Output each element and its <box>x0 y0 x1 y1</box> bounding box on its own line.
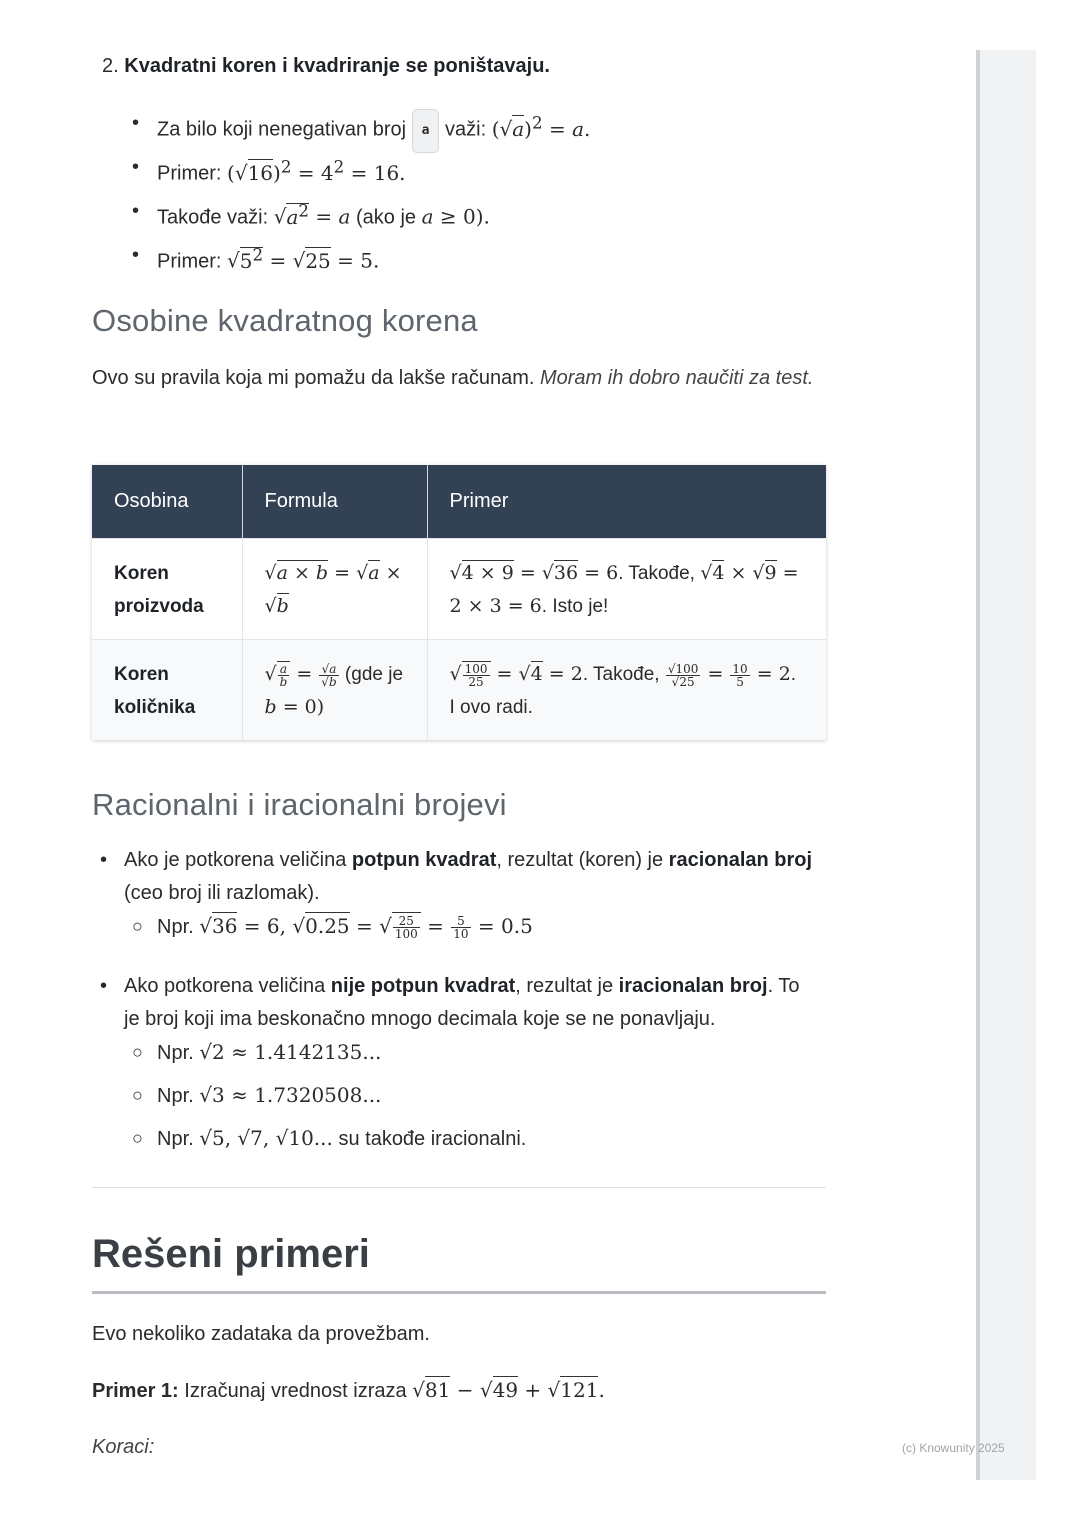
formula: $√a^2 = a$ <box>273 201 351 229</box>
example-1: Primer 1: Izračunaj vrednost izraza √81 − √49 + √121. <box>92 1378 605 1402</box>
list-item: • Takođe važi: $√a^2 = a$ (ako je a ≥ 0). <box>132 194 590 238</box>
example-cell: √4 × 9 = √36 = 6. Takođe, √4 × √9 = 2 × 3 = 6. Isto je! <box>427 539 826 640</box>
formula-cell: √ $\frac{a}{b}$ = $\frac{√a}{√b}$ (gde je b = 0) <box>242 640 427 741</box>
section-heading-rational: Racionalni i iracionalni brojevi <box>92 787 507 822</box>
example-label: Primer 1: <box>92 1380 179 1402</box>
table-row <box>92 539 826 640</box>
heading-underline <box>92 1291 826 1294</box>
list-item: • Za bilo koji nenegativan broj a važi: $(√a)^2 = a$. <box>132 106 590 150</box>
list-item: • Ako potkorena veličina nije potpun kvadrat, rezultat je iracionalan broj. To je broj koji ima beskonačno mnogo decimala koje se ne ponavljaju. <box>100 975 800 1030</box>
column-header: Formula <box>242 465 427 539</box>
sub-list-item: ○ Npr. √3 ≈ 1.7320508... <box>132 1083 382 1107</box>
formula: $(√16)^2 = 4^2 = 16$. <box>227 157 406 185</box>
copyright-footer: (c) Knowunity 2025 <box>902 1441 1005 1455</box>
code-chip: a <box>412 109 440 153</box>
formula: $√5^2 = √25 = 5$. <box>227 245 380 273</box>
steps-label: Koraci: <box>92 1436 155 1458</box>
right-sidebar <box>976 50 1036 1480</box>
numbered-item-2 <box>102 55 550 78</box>
solved-intro: Evo nekoliko zadataka da provežbam. <box>92 1323 430 1345</box>
table-row <box>92 640 826 741</box>
sub-list-item: ○ Npr. √2 ≈ 1.4142135... <box>132 1040 382 1064</box>
section-heading-solved: Rešeni primeri <box>92 1232 370 1276</box>
formula: $(√a)^2 = a$. <box>491 113 591 141</box>
column-header: Osobina <box>92 465 242 539</box>
inverse-operations-list <box>132 106 590 282</box>
sub-list-item: ○ Npr. √36 = 6, √0.25 = √ $\frac{25}{100}$ = $\frac{5}{10}$ = 0.5 <box>132 914 533 941</box>
list-item: • Primer: $(√16)^2 = 4^2 = 16$. <box>132 150 590 194</box>
example-cell: √ $\frac{100}{25}$ = √4 = 2. Takođe, $\frac{√100}{√25}$ = $\frac{10}{5}$ = 2. I ovo radi. <box>427 640 826 741</box>
sub-list-item: ○ Npr. √5, √7, √10... su takođe iracionalni. <box>132 1126 527 1150</box>
list-item: • Ako je potkorena veličina potpun kvadrat, rezultat (koren) je racionalan broj (ceo broj ili razlomak). <box>100 849 813 904</box>
divider <box>92 1187 826 1188</box>
formula: √81 − √49 + √121. <box>412 1378 605 1402</box>
item-number: 2. <box>102 55 119 77</box>
section-intro: Ovo su pravila koja mi pomažu da lakše računam. Moram ih dobro naučiti za test. <box>92 367 814 389</box>
list-item: • Primer: $√5^2 = √25 = 5$. <box>132 238 590 282</box>
emphasis-text: Moram ih dobro naučiti za test. <box>539 367 814 389</box>
column-header: Primer <box>427 465 826 539</box>
section-heading-properties: Osobine kvadratnog korena <box>92 303 478 338</box>
property-cell: Koren količnika <box>92 640 242 741</box>
property-cell: Koren proizvoda <box>92 539 242 640</box>
formula-cell: √a × b = √a × √b <box>242 539 427 640</box>
table-header-row <box>92 465 826 539</box>
item-heading: Kvadratni koren i kvadriranje se poništavaju. <box>124 55 550 77</box>
properties-table <box>92 465 826 740</box>
